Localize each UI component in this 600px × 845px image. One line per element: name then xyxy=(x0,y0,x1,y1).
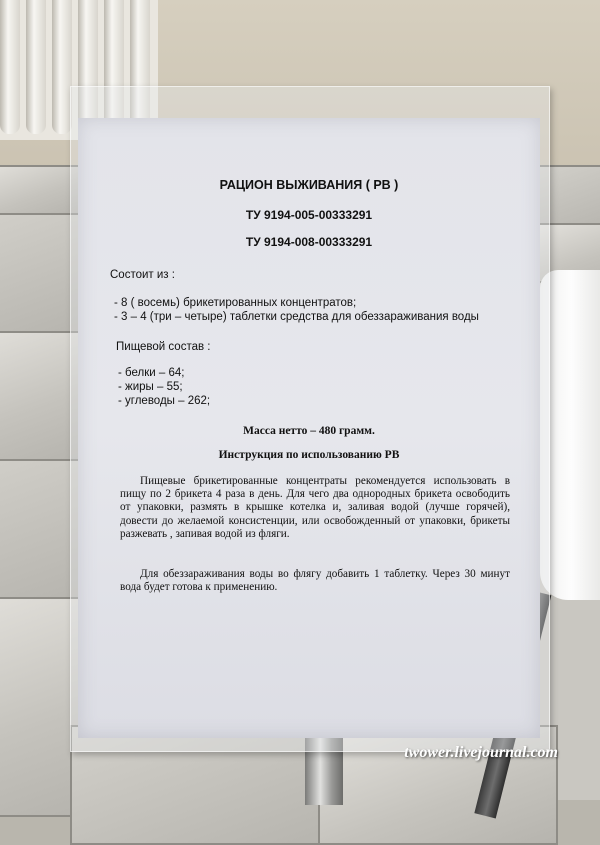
instructions-paragraph xyxy=(120,475,510,541)
composition-item: - 8 ( восемь) брикетированных концентратов; xyxy=(114,297,357,309)
info-sheet xyxy=(78,118,540,738)
spec-code: ТУ 9194-005-00333291 xyxy=(245,208,373,222)
floor-tile xyxy=(0,213,80,333)
sheet-title: РАЦИОН ВЫЖИВАНИЯ ( РВ ) xyxy=(219,178,399,192)
water-text: Для обеззараживания воды во флягу добавить 1 таблетку. Через 30 минут вода будет готова к применению. xyxy=(120,568,510,594)
radiator-fin xyxy=(0,0,20,134)
net-mass: Масса нетто – 480 грамм. xyxy=(243,425,375,437)
composition-item: - 3 – 4 (три – четыре) таблетки средства для обеззараживания воды xyxy=(114,311,479,323)
floor-tile xyxy=(0,165,80,215)
radiator-fin xyxy=(52,0,72,134)
instructions-text: Пищевые брикетированные концентраты рекомендуется использовать в пищу по 2 брикета 4 раза в день. Для чего два однородных брикета освободить от упаковки, размять в крышке котелка и, заливая водой (лучше горячей), довести до желаемой консистенции, или освобожденный от упаковки, брикеты разжевать , запивая водой из фляги. xyxy=(120,475,510,540)
radiator-fin xyxy=(26,0,46,134)
water-paragraph xyxy=(120,568,510,594)
composition-label: Состоит из : xyxy=(110,269,175,281)
floor-tile xyxy=(0,459,80,599)
nutrition-item: - белки – 64; xyxy=(118,367,185,379)
nutrition-item: - углеводы – 262; xyxy=(118,395,211,407)
floor-tile xyxy=(0,597,80,817)
watermark: twower.livejournal.com xyxy=(404,744,558,761)
floor-tile xyxy=(0,331,80,461)
spec-code: ТУ 9194-008-00333291 xyxy=(245,235,373,249)
nutrition-label: Пищевой состав : xyxy=(116,341,211,353)
nutrition-item: - жиры – 55; xyxy=(118,381,183,393)
instructions-title: Инструкция по использованию РВ xyxy=(218,449,400,461)
